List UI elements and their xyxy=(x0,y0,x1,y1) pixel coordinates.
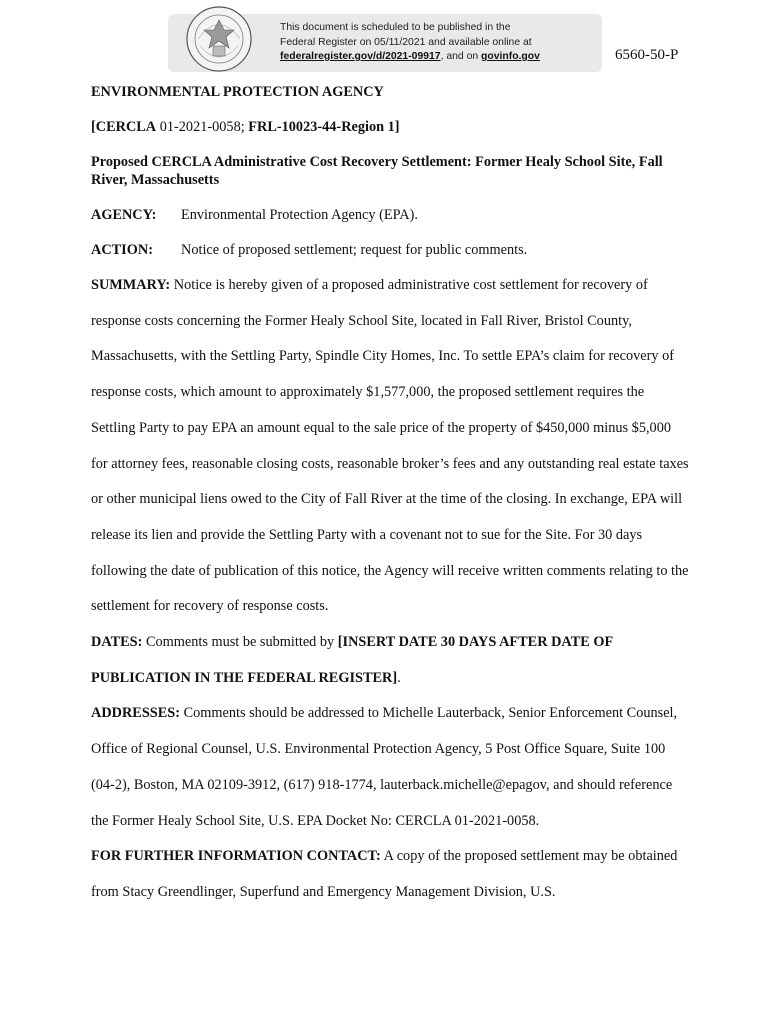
summary-text: Notice is hereby given of a proposed administrative cost settlement for recovery of response costs concerning the Former Healy School Site, located in Fall River, Bristol County, Massachusetts, with the Settling Party, Spindle City Homes, Inc. To settle EPA’s claim for recovery of response costs, which amount to approximately $1,577,000, the proposed settlement requires the Settling Party to pay EPA an amount equal to the sale price of the property of $450,000 minus $5,000 for attorney fees, reasonable closing costs, reasonable broker’s fees and any outstanding real estate taxes or other municipal liens owed to the City of Fall River at the time of the closing. In exchange, EPA will release its lien and provide the Settling Party with a covenant not to sue for the Site. For 30 days following the date of publication of this notice, the Agency will receive written comments relating to the settlement for recovery of response costs. xyxy=(91,277,689,615)
federal-register-seal-icon xyxy=(186,6,252,72)
banner-line-3 xyxy=(280,50,596,65)
agency-label: AGENCY: xyxy=(91,207,157,223)
contact-text: A copy of the proposed settlement may be obtained from Stacy Greendlinger, Superfund and Emergency Management Division, U.S. xyxy=(91,848,678,900)
publication-banner xyxy=(168,14,602,72)
dates-text: Comments must be submitted by xyxy=(142,634,338,651)
docket-number: 01-2021-0058; xyxy=(156,119,249,135)
addresses-text: Comments should be addressed to Michelle Lauterback, Senior Enforcement Counsel, Office of Regional Counsel, U.S. Environmental Protection Agency, 5 Post Office Square, Suite 100 (04-2), Boston, MA 02109-3912, (617) 918-1774, lauterback.michelle@epagov, and should reference the Former Healy School Site, U.S. EPA Docket No: CERCLA 01-2021-0058. xyxy=(91,705,678,829)
docket-line xyxy=(91,118,691,136)
dates-label: DATES: xyxy=(91,634,143,651)
agency-heading: ENVIRONMENTAL PROTECTION AGENCY xyxy=(91,84,384,100)
banner-line-1: This document is scheduled to be published in the xyxy=(280,22,511,33)
action-label: ACTION: xyxy=(91,242,153,258)
contact-paragraph xyxy=(91,839,691,910)
action-value: Notice of proposed settlement; request for public comments. xyxy=(181,242,528,258)
document-body xyxy=(91,83,691,911)
banner-line-2: Federal Register on 05/11/2021 and available online at xyxy=(280,36,532,48)
dates-end: . xyxy=(397,669,401,686)
summary-label: SUMMARY: xyxy=(91,277,171,293)
document-title: Proposed CERCLA Administrative Cost Recovery Settlement: Former Healy School Site, Fall River, Massachusetts xyxy=(91,154,663,188)
agency-row xyxy=(91,206,691,224)
federal-register-link[interactable]: federalregister.gov/d/2021-09917 xyxy=(280,51,441,62)
addresses-label: ADDRESSES: xyxy=(91,705,180,722)
dates-paragraph xyxy=(91,625,691,696)
agency-value: Environmental Protection Agency (EPA). xyxy=(181,207,418,223)
addresses-paragraph xyxy=(91,696,691,839)
document-code: 6560-50-P xyxy=(615,47,679,63)
docket-open: [CERCLA xyxy=(91,119,157,135)
dates-deadline: [INSERT DATE 30 DAYS AFTER DATE OF PUBLICATION IN THE FEDERAL REGISTER] xyxy=(91,634,613,686)
action-row xyxy=(91,241,691,259)
govinfo-link[interactable]: govinfo.gov xyxy=(481,51,540,62)
publication-notice xyxy=(280,21,596,65)
banner-mid-text: , and on xyxy=(440,51,482,62)
summary-paragraph xyxy=(91,268,691,625)
contact-label: FOR FURTHER INFORMATION CONTACT: xyxy=(91,848,381,865)
docket-frl: FRL-10023-44-Region 1] xyxy=(248,119,400,135)
